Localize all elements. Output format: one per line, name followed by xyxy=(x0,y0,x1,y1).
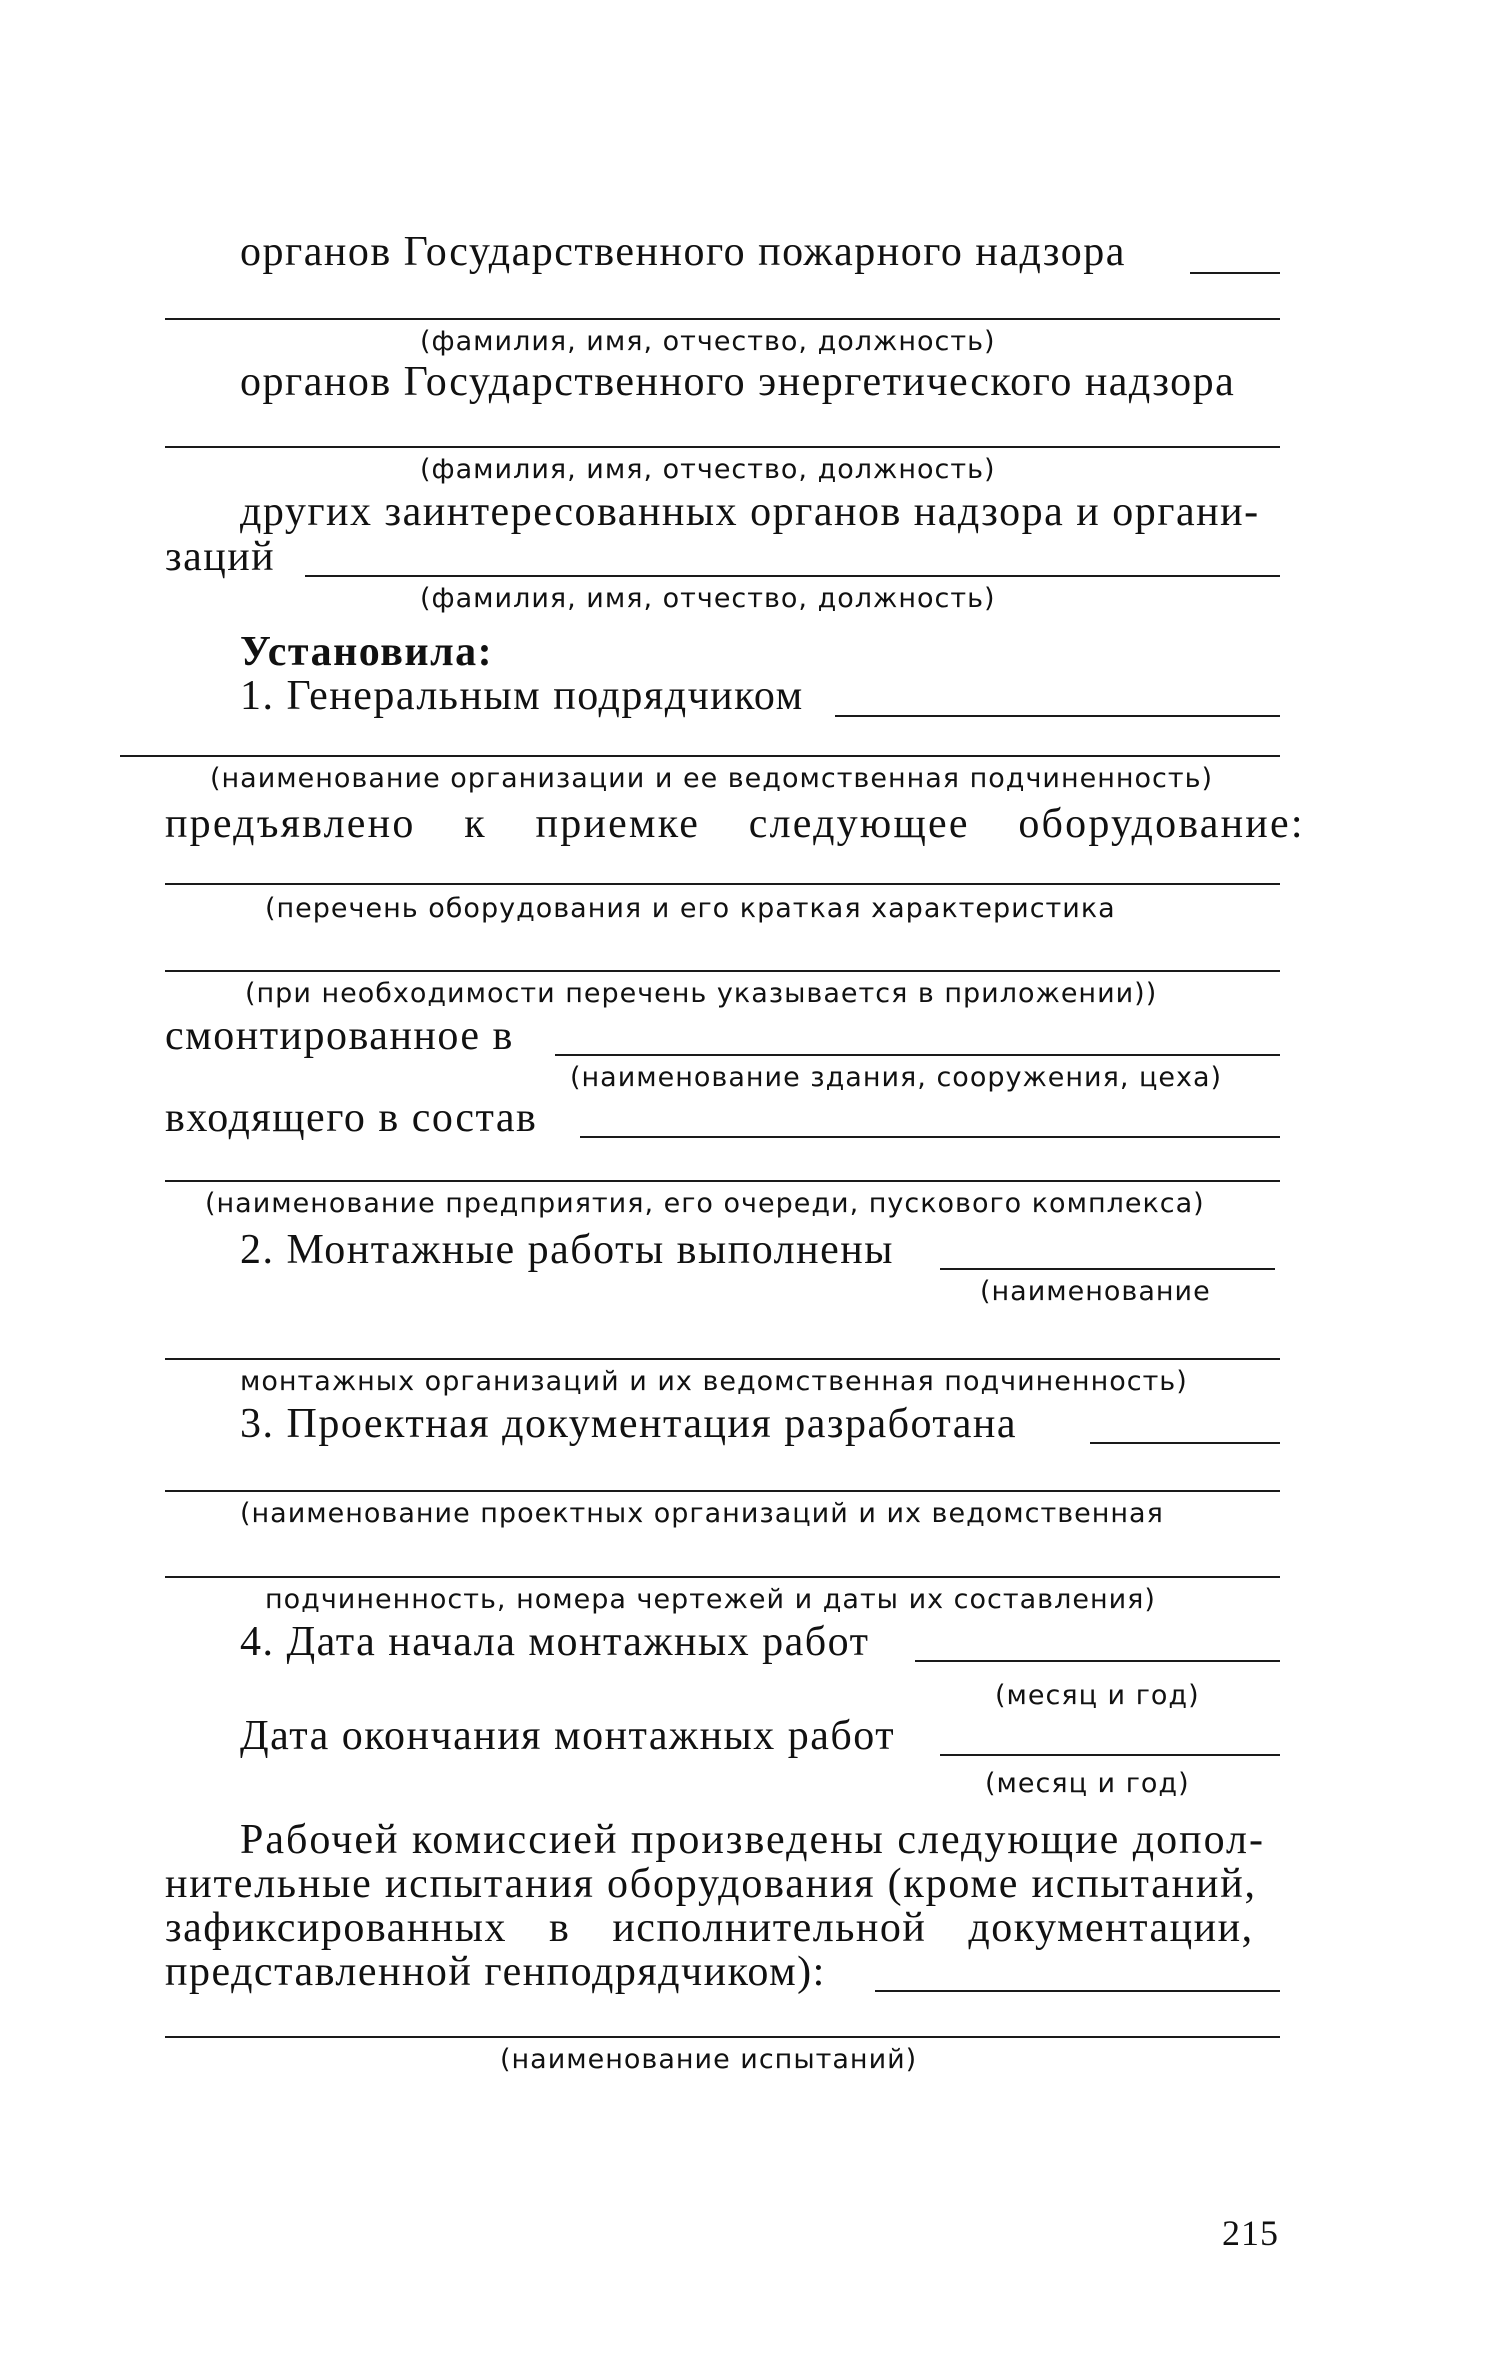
para-line-4: представленной генподрядчиком): xyxy=(165,1949,826,1995)
blank-line-6 xyxy=(165,970,1280,972)
caption-name-position-2: (фамилия, имя, отчество, должность) xyxy=(420,454,996,485)
caption-organization-subordination: (наименование организации и ее ведомственная подчиненность) xyxy=(210,763,1214,794)
caption-drawings: подчиненность, номера чертежей и даты их составления) xyxy=(265,1584,1156,1615)
blank-project-docs xyxy=(1090,1442,1280,1444)
line-other-organizations: других заинтересованных органов надзора и органи- xyxy=(240,489,1260,535)
para-line-1: Рабочей комиссией произведены следующие допол- xyxy=(240,1817,1265,1863)
line-end-date: Дата окончания монтажных работ xyxy=(240,1713,896,1759)
caption-tests-name: (наименование испытаний) xyxy=(500,2044,918,2075)
blank-end-date xyxy=(940,1754,1280,1756)
blank-line-1 xyxy=(165,318,1280,320)
caption-naming-1: (наименование xyxy=(980,1276,1211,1307)
blank-mounted-in xyxy=(555,1054,1280,1056)
caption-appendix-note: (при необходимости перечень указывается в приложении)) xyxy=(245,978,1158,1009)
para-line-3: зафиксированных в исполнительной документации, xyxy=(165,1905,1254,1951)
blank-organizations xyxy=(305,575,1280,577)
line-mounted-in: смонтированное в xyxy=(165,1013,514,1059)
caption-name-position-3: (фамилия, имя, отчество, должность) xyxy=(420,583,996,614)
line-start-date: 4. Дата начала монтажных работ xyxy=(240,1619,870,1665)
para-line-2: нительные испытания оборудования (кроме испытаний, xyxy=(165,1861,1257,1907)
blank-line-4 xyxy=(120,755,1280,757)
line-installation-done: 2. Монтажные работы выполнены xyxy=(240,1227,894,1273)
blank-line-9 xyxy=(165,1490,1280,1492)
line-organizations-cont: заций xyxy=(165,534,276,580)
blank-installation-done xyxy=(940,1268,1275,1270)
caption-name-position-1: (фамилия, имя, отчество, должность) xyxy=(420,326,996,357)
blank-fire-supervision-end xyxy=(1190,272,1280,274)
blank-tests xyxy=(875,1990,1280,1992)
line-energy-supervision: органов Государственного энергетического надзора xyxy=(240,359,1236,405)
blank-line-8 xyxy=(165,1358,1280,1360)
line-fire-supervision: органов Государственного пожарного надзора xyxy=(240,229,1126,275)
blank-general-contractor xyxy=(835,715,1280,717)
blank-line-7 xyxy=(165,1180,1280,1182)
caption-building-name: (наименование здания, сооружения, цеха) xyxy=(570,1062,1223,1093)
blank-part-of xyxy=(580,1136,1280,1138)
blank-line-2 xyxy=(165,446,1280,448)
caption-installation-orgs: монтажных организаций и их ведомственная подчиненность) xyxy=(240,1366,1188,1397)
blank-start-date xyxy=(915,1660,1280,1662)
caption-enterprise-name: (наименование предприятия, его очереди, пускового комплекса) xyxy=(205,1188,1205,1219)
line-project-docs: 3. Проектная документация разработана xyxy=(240,1401,1018,1447)
blank-line-11 xyxy=(165,2036,1280,2038)
heading-established: Установила: xyxy=(240,629,494,675)
blank-line-5 xyxy=(165,883,1280,885)
caption-project-orgs: (наименование проектных организаций и их ведомственная xyxy=(240,1498,1164,1529)
page-number: 215 xyxy=(1222,2213,1279,2253)
caption-month-year-1: (месяц и год) xyxy=(995,1680,1200,1711)
caption-month-year-2: (месяц и год) xyxy=(985,1768,1190,1799)
blank-line-10 xyxy=(165,1576,1280,1578)
caption-equipment-list: (перечень оборудования и его краткая характеристика xyxy=(265,893,1116,924)
line-part-of: входящего в состав xyxy=(165,1095,538,1141)
line-general-contractor: 1. Генеральным подрядчиком xyxy=(240,673,804,719)
line-presented-equipment: предъявлено к приемке следующее оборудование: xyxy=(165,801,1305,847)
